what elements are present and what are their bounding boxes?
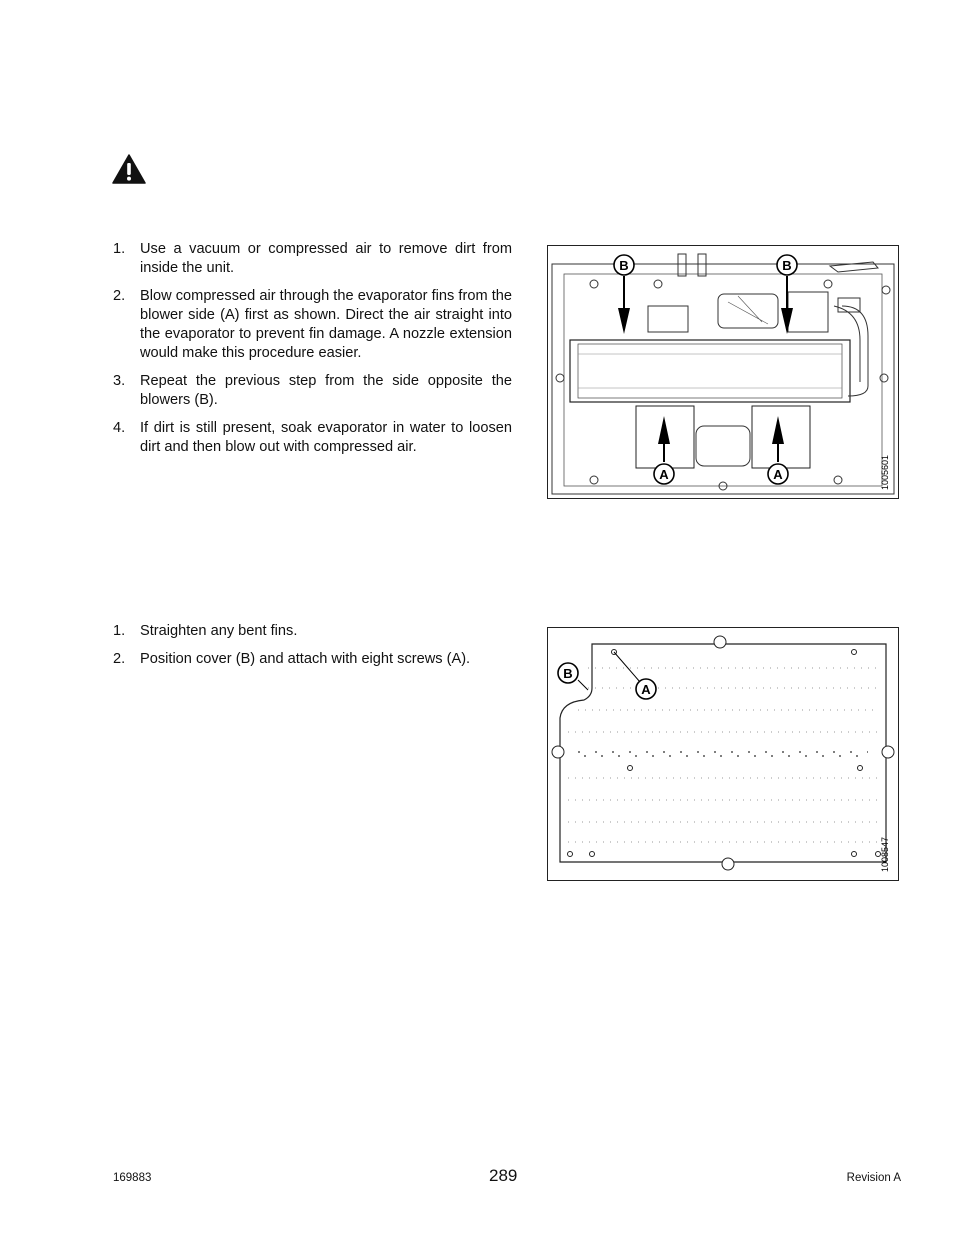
- list-item: [113, 240, 512, 278]
- list-item: [113, 622, 512, 641]
- callout-label: A: [641, 682, 651, 697]
- list-item: [113, 419, 512, 457]
- list-item: [113, 372, 512, 410]
- step-number: 1.: [113, 623, 126, 639]
- callout-label: A: [659, 467, 669, 482]
- step-text: Blow compressed air through the evaporator fins from the blower side (A) first as shown. Direct the air straight into the evaporator to prevent fin damage. A nozzle extension would make this procedure easier.: [140, 288, 512, 361]
- page-number: 289: [489, 1166, 518, 1185]
- step-number: 2.: [113, 651, 126, 667]
- step-text: Straighten any bent fins.: [140, 623, 298, 639]
- callout-a: [636, 679, 656, 699]
- figure-id: 1005601: [880, 454, 890, 490]
- step-number: 2.: [113, 288, 126, 304]
- step-text: If dirt is still present, soak evaporator in water to loosen dirt and then blow out with compressed air.: [140, 420, 512, 455]
- callout-b: [558, 663, 578, 683]
- callout-a-left: [654, 464, 674, 484]
- evaporator-figure: [547, 245, 899, 499]
- cover-figure: [547, 627, 899, 881]
- callout-b-right: [777, 255, 797, 275]
- figure-id: 1008547: [880, 836, 890, 872]
- cleaning-steps-list: [113, 240, 512, 466]
- step-number: 1.: [113, 241, 126, 257]
- list-item: [113, 287, 512, 363]
- step-text: Position cover (B) and attach with eight screws (A).: [140, 651, 471, 667]
- callout-label: B: [563, 666, 573, 681]
- step-number: 3.: [113, 373, 126, 389]
- list-item: [113, 650, 512, 669]
- step-text: Repeat the previous step from the side opposite the blowers (B).: [140, 373, 512, 408]
- callout-label: A: [773, 467, 783, 482]
- callout-label: B: [619, 258, 629, 273]
- callout-label: B: [782, 258, 792, 273]
- installation-steps-list: [113, 622, 512, 678]
- warning-icon: [112, 154, 146, 184]
- step-text: Use a vacuum or compressed air to remove dirt from inside the unit.: [140, 241, 512, 276]
- step-number: 4.: [113, 420, 126, 436]
- callout-a-right: [768, 464, 788, 484]
- document-number: 169883: [113, 1172, 152, 1184]
- revision-label: Revision A: [846, 1172, 901, 1184]
- callout-b-left: [614, 255, 634, 275]
